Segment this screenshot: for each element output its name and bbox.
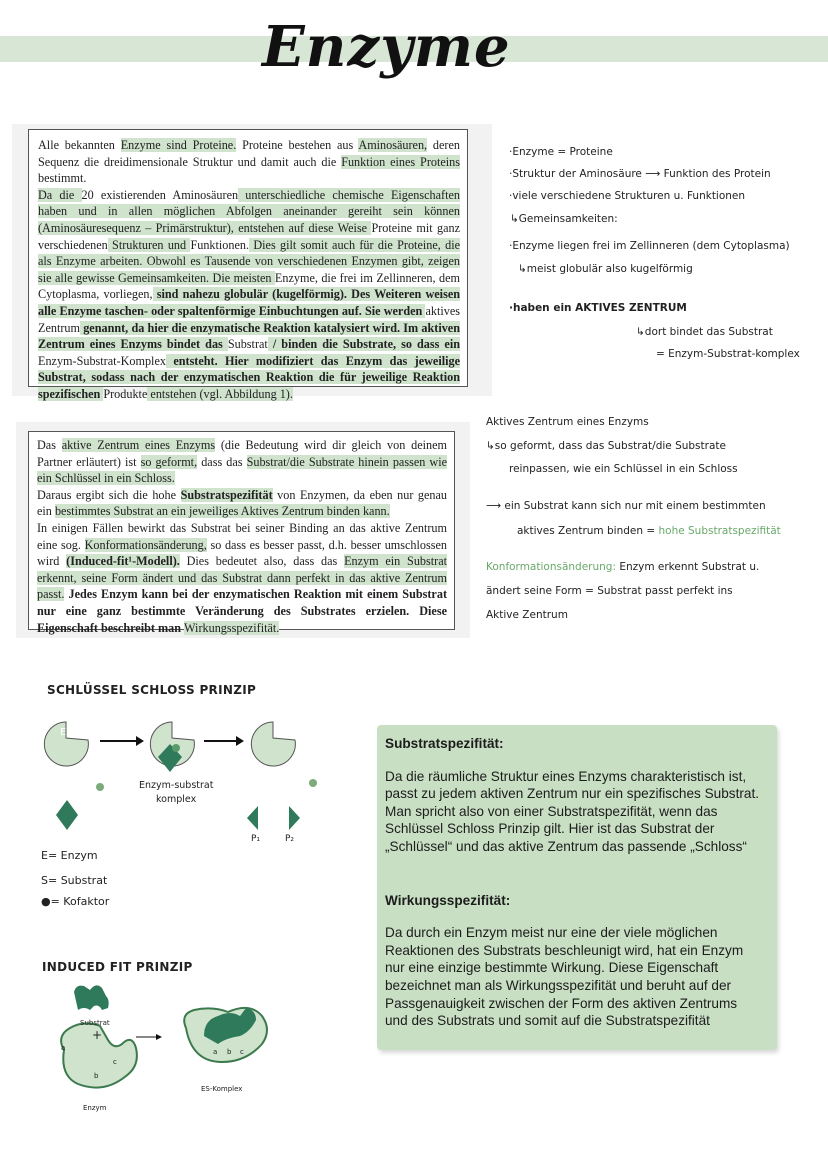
note-line: ↳so geformt, dass das Substrat/die Substrate bbox=[486, 440, 726, 452]
scan-segment: bestimmt. bbox=[38, 171, 87, 186]
scan-segment: entstehen (vgl. Abbildung 1). bbox=[147, 386, 293, 401]
scan-segment: Proteine mit ganz verschiedenen bbox=[38, 220, 461, 252]
scan-segment: so geformt, bbox=[140, 454, 198, 469]
note-line: ·Enzyme liegen frei im Zellinneren (dem Cytoplasma) bbox=[509, 240, 790, 252]
scan-segment: Substrat/die Substrate hinein passen wie ein Schlüssel in ein Schloss. bbox=[37, 454, 447, 486]
scan-segment: Daraus ergibt sich die hohe bbox=[37, 487, 181, 502]
scan-segment: dass das bbox=[197, 454, 247, 469]
note-line: ·Enzyme = Proteine bbox=[509, 146, 613, 158]
scan-segment: Aminosäuren, bbox=[358, 138, 428, 152]
wirkungsspezifitaet-heading: Wirkungsspezifität: bbox=[385, 892, 511, 908]
scan-segment: Proteine bestehen aus bbox=[236, 138, 359, 152]
note-line: ·Struktur der Aminosäure ⟶ Funktion des Protein bbox=[509, 168, 771, 180]
plus-sign: + bbox=[92, 1028, 103, 1042]
scan-segment: Enzym ein Substrat erkennt, seine Form ändert und das Substrat dann perfekt in das aktive Zentrum passt. bbox=[37, 554, 448, 602]
enzym-label: Enzym bbox=[83, 1104, 107, 1112]
es-site-b-label: b bbox=[227, 1048, 232, 1056]
scan-segment: Konformationsänderung, bbox=[84, 537, 207, 552]
page-title: Enzyme bbox=[262, 14, 511, 80]
legend-enzyme: E= Enzym bbox=[41, 849, 98, 862]
scan-segment: aktive Zentrum eines Enzyms bbox=[61, 438, 216, 452]
site-c-label: c bbox=[113, 1058, 117, 1066]
note-line: ⟶ ein Substrat kann sich nur mit einem bestimmten bbox=[486, 500, 766, 512]
note-line: reinpassen, wie ein Schlüssel in ein Schloss bbox=[509, 463, 738, 475]
complex-label: komplex bbox=[156, 794, 197, 805]
substratspezifitaet-heading: Substratspezifität: bbox=[385, 736, 504, 751]
scan-segment: Da die bbox=[38, 187, 82, 202]
scan-segment: genannt, da hier die enzymatische Reaktion katalysiert wird. Im aktiven Zentrum eines Enzyms bindet das bbox=[38, 320, 460, 352]
substrat-label: Substrat bbox=[80, 1019, 110, 1027]
note-line: ↳Gemeinsamkeiten: bbox=[510, 213, 618, 225]
scan-segment: Enzym-Substrat-Komplex bbox=[38, 353, 166, 368]
arrow-3 bbox=[136, 1034, 162, 1040]
complex-label: Enzym-substrat bbox=[139, 780, 214, 791]
product-1-label: P₁ bbox=[251, 834, 261, 844]
arrow-1 bbox=[100, 736, 144, 746]
scan-segment: Wirkungsspezifität. bbox=[184, 620, 280, 635]
scan-segment: so dass es besser passt, d.h. besser umschlossen wird bbox=[37, 537, 447, 569]
product-2 bbox=[289, 806, 300, 830]
scan-segment: Strukturen und bbox=[107, 237, 191, 252]
note-line: ·haben ein AKTIVES ZENTRUM bbox=[509, 302, 687, 314]
note-line: ·viele verschiedene Strukturen u. Funktionen bbox=[509, 190, 746, 202]
note-line: Aktives Zentrum eines Enzyms bbox=[486, 416, 649, 428]
scan-segment: (die Bedeutung wird dir gleich von deinem Partner erläutert) ist bbox=[37, 438, 447, 469]
note-line: ändert seine Form = Substrat passt perfekt ins bbox=[486, 585, 733, 597]
wirkungsspezifitaet-text: Da durch ein Enzym meist nur eine der viele möglichen Reaktionen des Substrats beschleunigt wird, hat ein Enzym nur eine einzige bestimmte Wirkung. Diese Eigenschaft bezeichnet man als Wirkungsspezifität und beruht auf der Passgenauigkeit zwischen der Form des aktiven Zentrums und des Substrats und somit auf die Substratspezifität bbox=[385, 925, 744, 1029]
es-site-c-label: c bbox=[240, 1048, 244, 1056]
scan-segment: Das bbox=[37, 438, 62, 452]
lock-key-heading: SCHLÜSSEL SCHLOSS PRINZIP bbox=[47, 683, 257, 697]
es-site-a-label: a bbox=[213, 1048, 218, 1056]
note-highlight: Konformationsänderung: bbox=[486, 561, 616, 573]
scan-segment: deren Sequenz die dreidimensionale Struktur und damit auch die bbox=[38, 138, 460, 169]
cofactor-in-complex bbox=[172, 744, 180, 752]
scan-segment: Jedes Enzym kann bei der enzymatischen Reaktion mit einem Substrat nur eine ganz bestimmte Veränderung des Substrates erzielen. Diese Eigenschaft beschreibt man bbox=[37, 587, 447, 635]
scan-segment: Alle bekannten bbox=[38, 138, 121, 152]
cofactor-free bbox=[309, 779, 317, 787]
scan-segment: von Enzymen, da eben nur genau ein bbox=[37, 487, 448, 519]
note-text: aktives Zentrum binden = bbox=[517, 525, 659, 537]
info-box bbox=[377, 725, 777, 1050]
scan-segment: Substratspezifität bbox=[180, 487, 273, 502]
enzyme-letter: E bbox=[60, 727, 67, 738]
scan-segment: Enzyme, die frei im Zellinneren, dem Cytoplasma, vorliegen, bbox=[38, 270, 460, 302]
scan-segment: aktives Zentrum bbox=[38, 303, 460, 335]
substratspezifitaet-text: Da die räumliche Struktur eines Enzyms charakteristisch ist, passt zu jedem aktiven Zentrum nur ein spezifisches Substrat. Man spricht also von einer Substratspezifität, wenn das Schlüssel Schloss Prinzip gilt. Hier ist das Substrat der „Schlüssel“ und das aktive Zentrum das passende „Schloss“ bbox=[385, 768, 760, 854]
scan-segment: Dies bedeutet also, dass das bbox=[179, 554, 345, 569]
note-text: Enzym erkennt Substrat u. bbox=[615, 561, 760, 573]
legend-kofaktor: ●= Kofaktor bbox=[41, 895, 110, 908]
note-line: ↳meist globulär also kugelförmig bbox=[518, 263, 693, 275]
site-a-label: a bbox=[61, 1044, 66, 1052]
scan-segment: In einigen Fällen bewirkt das Substrat bei seiner Binding an das aktive Zentrum eine sog. bbox=[37, 520, 447, 552]
scan-segment: Enzyme sind Proteine. bbox=[120, 138, 237, 152]
note-line: ↳dort bindet das Substrat bbox=[636, 326, 773, 338]
product-2-label: P₂ bbox=[285, 834, 295, 844]
scan-segment: (Induced-fit¹-Modell). bbox=[66, 554, 180, 569]
scan-segment: / binden die Substrate, so dass ein bbox=[267, 337, 460, 352]
scan-segment: unterschiedliche chemische Eigenschaften haben und in allen möglichen Abfolgen aneinander gereiht sein können (Aminosäuresequenz – Primärstruktur), entstehen auf diese Weise bbox=[38, 187, 461, 235]
substrate bbox=[56, 800, 78, 830]
legend-substrat: S= Substrat bbox=[41, 874, 108, 887]
scan-segment: Dies gilt somit auch für die Proteine, die als Enzyme arbeiten. Obwohl es Tausende von verschiedenen Enzymen gibt, zeigen sie alle gewisse Gemeinsamkeiten. Die meisten bbox=[38, 237, 461, 285]
scan-segment: 20 existierenden Aminosäuren bbox=[81, 187, 239, 202]
note-line: Aktive Zentrum bbox=[486, 609, 568, 621]
product-1 bbox=[247, 806, 258, 830]
scan-segment: entsteht. Hier modifiziert das Enzym das jeweilige Substrat, sodass nach der enzymatischen Reaktion die für jeweilige Reaktion spezifischen bbox=[38, 353, 460, 401]
scan-segment: Funktion eines Proteins bbox=[341, 154, 460, 169]
induced-fit-heading: INDUCED FIT PRINZIP bbox=[42, 960, 193, 974]
scan-segment: Substrat bbox=[227, 337, 268, 352]
scan-segment: Funktionen. bbox=[190, 237, 250, 252]
induced-substrate bbox=[74, 985, 109, 1010]
site-b-label: b bbox=[94, 1072, 99, 1080]
enzyme-shape-3 bbox=[251, 722, 295, 766]
es-complex-label: ES-Komplex bbox=[201, 1085, 243, 1093]
enzyme-shape-1 bbox=[44, 722, 88, 766]
scan-segment: Produkte bbox=[103, 386, 148, 401]
scan-segment: bestimmtes Substrat an ein jeweiliges Aktives Zentrum binden kann. bbox=[54, 504, 390, 519]
arrow-2 bbox=[204, 736, 244, 746]
cofactor bbox=[96, 783, 104, 791]
scan-segment: sind nahezu globulär (kugelförmig). Des Weiteren weisen alle Enzyme taschen- oder spaltenförmige Einbuchtungen auf. Sie werden bbox=[38, 287, 461, 318]
note-line: = Enzym-Substrat-komplex bbox=[656, 348, 800, 360]
note-highlight: hohe Substratspezifität bbox=[658, 525, 781, 537]
